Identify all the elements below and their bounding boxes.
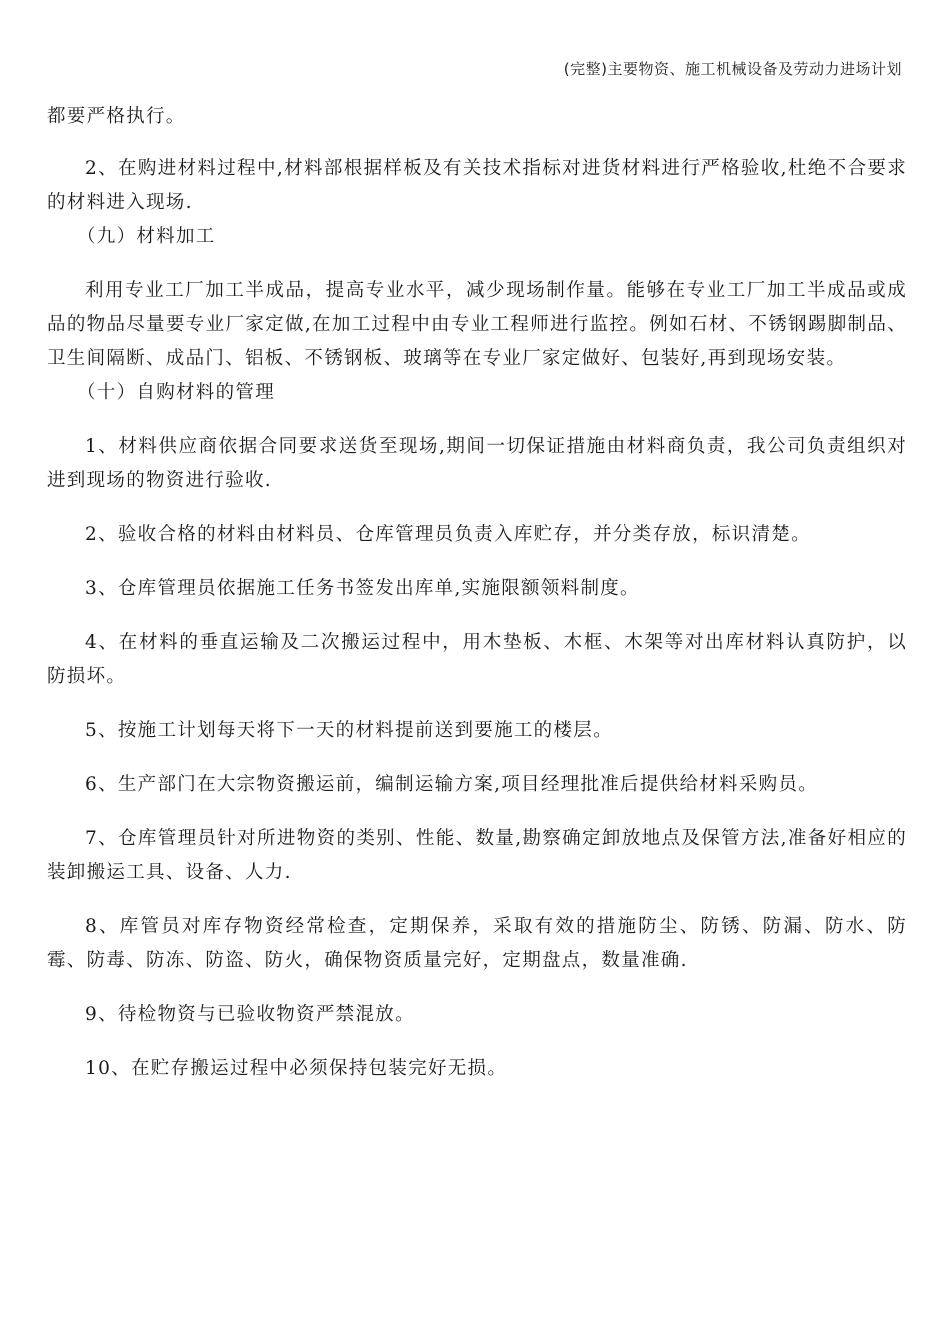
list-item-6: 6、生产部门在大宗物资搬运前，编制运输方案,项目经理批准后提供给材料采购员。 — [85, 774, 819, 795]
page-header-title: (完整)主要物资、施工机械设备及劳动力进场计划 — [563, 60, 902, 78]
list-item-9: 9、待检物资与已验收物资严禁混放。 — [85, 1004, 415, 1025]
paragraph-item-2-inspection: 2、在购进材料过程中,材料部根据样板及有关技术指标对进货材料进行严格验收,杜绝不合要求的材料进入现场. — [47, 158, 907, 213]
section-heading-material-processing: （九）材料加工 — [77, 226, 216, 247]
list-item-2: 2、验收合格的材料由材料员、仓库管理员负责入库贮存，并分类存放，标识清楚。 — [85, 524, 811, 545]
list-item-1: 1、材料供应商依据合同要求送货至现场,期间一切保证措施由材料商负责，我公司负责组织对进到现场的物资进行验收. — [47, 436, 907, 491]
list-item-4: 4、在材料的垂直运输及二次搬运过程中，用木垫板、木框、木架等对出库材料认真防护，以防损坏。 — [47, 632, 907, 687]
section-heading-self-purchased-materials: （十）自购材料的管理 — [77, 382, 276, 403]
document-body — [47, 100, 907, 1086]
list-item-8: 8、库管员对库存物资经常检查，定期保养，采取有效的措施防尘、防锈、防漏、防水、防霉、防毒、防冻、防盗、防火，确保物资质量完好，定期盘点，数量准确. — [47, 916, 907, 971]
paragraph-continuation: 都要严格执行。 — [47, 106, 186, 127]
list-item-7: 7、仓库管理员针对所进物资的类别、性能、数量,勘察确定卸放地点及保管方法,准备好相应的装卸搬运工具、设备、人力. — [47, 828, 907, 883]
list-item-10: 10、在贮存搬运过程中必须保持包装完好无损。 — [85, 1058, 508, 1079]
paragraph-material-processing: 利用专业工厂加工半成品，提高专业水平，减少现场制作量。能够在专业工厂加工半成品或成品的物品尽量要专业厂家定做,在加工过程中由专业工程师进行监控。例如石材、不锈钢踢脚制品、卫生间隔断、成品门、铝板、不锈钢板、玻璃等在专业厂家定做好、包装好,再到现场安装。 — [47, 280, 907, 369]
list-item-5: 5、按施工计划每天将下一天的材料提前送到要施工的楼层。 — [85, 720, 613, 741]
list-item-3: 3、仓库管理员依据施工任务书签发出库单,实施限额领料制度。 — [85, 578, 640, 599]
